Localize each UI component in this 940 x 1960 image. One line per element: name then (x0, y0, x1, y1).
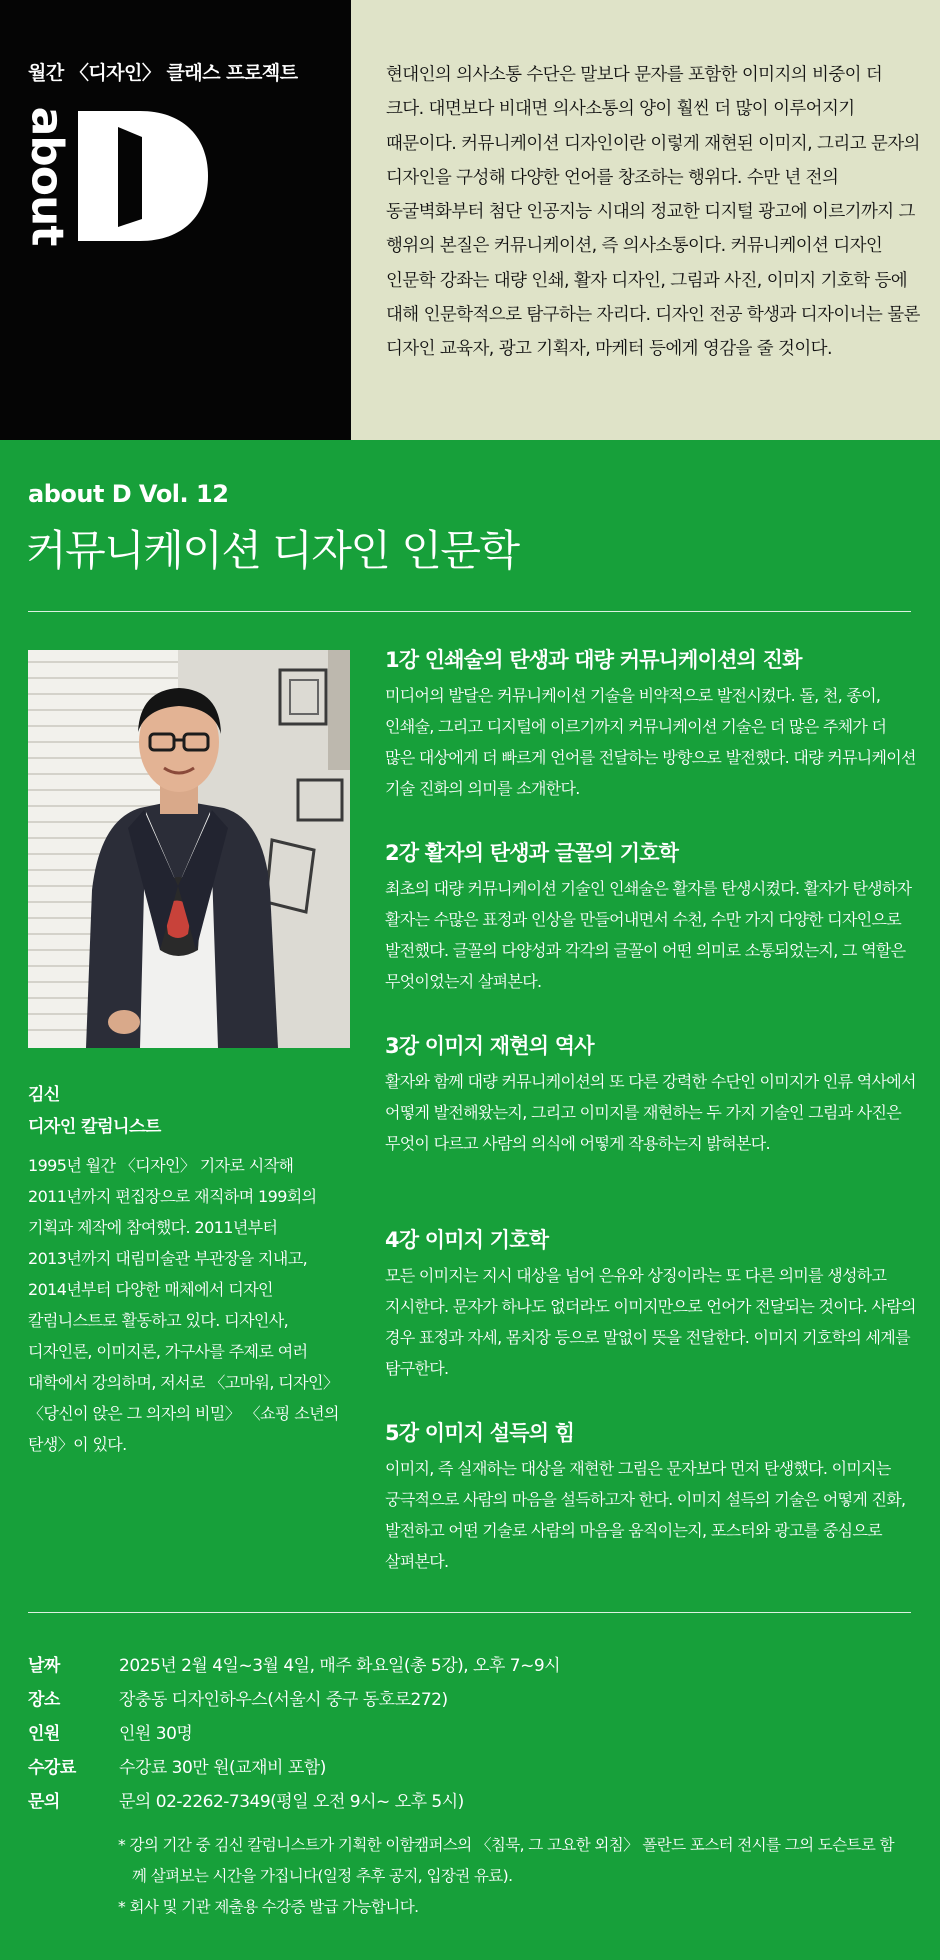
instructor-bio: 1995년 월간 〈디자인〉 기자로 시작해 2011년까지 편집장으로 재직하며 199회의 기획과 제작에 참여했다. 2011년부터 2013년까지 대림미술관 부관장을 지내고, 2014년부터 다양한 매체에서 디자인 칼럼니스트로 활동하고 있다. 디자인사, 디자인론, 이미지론, 가구사를 주제로 여러 대학에서 강의하며, 저서로 〈고마워, 디자인〉 〈당신이 앉은 그 의자의 비밀〉 〈쇼핑 소년의 탄생〉이 있다. (28, 1156, 339, 1454)
info-row-contact (28, 1782, 918, 1816)
lecture-description: 최초의 대량 커뮤니케이션 기술인 인쇄술은 활자를 탄생시켰다. 활자가 탄생하자 활자는 수많은 표정과 인상을 만들어내면서 수천, 수만 가지 다양한 디자인으로 발전했다. 글꼴의 다양성과 각각의 글꼴이 어떤 의미로 소통되었는지, 그 역할은 무엇이었는지 살펴본다. (385, 879, 912, 991)
divider (28, 611, 911, 612)
about-d-logo (21, 106, 228, 245)
lecture-description: 미디어의 발달은 커뮤니케이션 기술을 비약적으로 발전시켰다. 돌, 천, 종이, 인쇄술, 그리고 디지털에 이르기까지 커뮤니케이션 기술은 더 많은 주체가 더 많은 대상에게 더 빠르게 언어를 전달하는 방향으로 발전했다. 대량 커뮤니케이션 기술 진화의 의미를 소개한다. (385, 686, 916, 798)
instructor-photo (28, 650, 350, 1048)
lecture-title: 5강 이미지 설득의 힘 (385, 1421, 575, 1445)
logo-about-text: about (21, 106, 73, 245)
logo-d-mark (78, 111, 208, 241)
lecture-description: 모든 이미지는 지시 대상을 넘어 은유와 상징이라는 또 다른 의미를 생성하고 지시한다. 문자가 하나도 없더라도 이미지만으로 언어가 전달되는 것이다. 사람의 경우 표정과 자세, 몸치장 등으로 말없이 뜻을 전달한다. 이미지 기호학의 세계를 탐구한다. (385, 1266, 916, 1378)
lecture-item (385, 838, 920, 997)
lecture-item (385, 645, 920, 804)
info-label: 인원 (28, 1723, 60, 1744)
course-info (28, 1646, 918, 1816)
lecture-title: 1강 인쇄술의 탄생과 대량 커뮤니케이션의 진화 (385, 648, 802, 672)
note-certificate: * 회사 및 기관 제출용 수강증 발급 가능합니다. (118, 1898, 419, 1916)
intro-panel (351, 0, 940, 440)
info-value: 장충동 디자인하우스(서울시 중구 동호로272) (119, 1689, 448, 1710)
instructor-name: 김신 (28, 1085, 60, 1105)
divider (28, 1612, 911, 1613)
lecture-item (385, 1031, 920, 1159)
lecture-description: 활자와 함께 대량 커뮤니케이션의 또 다른 강력한 수단인 이미지가 인류 역사에서 어떻게 발전해왔는지, 그리고 이미지를 재현하는 두 가지 기술인 그림과 사진은 무엇이 다르고 사람의 의식에 어떻게 작용하는지 밝혀본다. (385, 1072, 916, 1153)
instructor-role: 디자인 칼럼니스트 (28, 1117, 161, 1137)
info-value: 수강료 30만 원(교재비 포함) (119, 1757, 326, 1778)
course-volume: about D Vol. 12 (28, 480, 229, 508)
lecture-description: 이미지, 즉 실재하는 대상을 재현한 그림은 문자보다 먼저 탄생했다. 이미지는 궁극적으로 사람의 마음을 설득하고자 한다. 이미지 설득의 기술은 어떻게 진화, 발전하고 어떤 기술로 사람의 마음을 움직이는지, 포스터와 광고를 중심으로 살펴본다. (385, 1459, 906, 1571)
info-label: 날짜 (28, 1655, 60, 1676)
lecture-title: 2강 활자의 탄생과 글꼴의 기호학 (385, 841, 679, 865)
note-exhibition: * 강의 기간 중 김신 칼럼니스트가 기획한 이함캠퍼스의 〈침묵, 그 고요한 외침〉 폴란드 포스터 전시를 그의 도슨트로 함께 살펴보는 시간을 가집니다(일정 추후 공지, 입장권 유료). (118, 1836, 894, 1885)
header-brand-panel (0, 0, 351, 440)
info-value: 인원 30명 (119, 1723, 193, 1744)
info-value: 문의 02-2262-7349(평일 오전 9시~ 오후 5시) (119, 1791, 464, 1812)
info-label: 장소 (28, 1689, 60, 1710)
info-label: 문의 (28, 1791, 60, 1812)
info-row-date (28, 1646, 918, 1680)
notes (118, 1830, 908, 1923)
lecture-item (385, 1418, 920, 1577)
info-value: 2025년 2월 4일~3월 4일, 매주 화요일(총 5강), 오후 7~9시 (119, 1655, 561, 1676)
course-title: 커뮤니케이션 디자인 인문학 (26, 526, 519, 575)
info-row-capacity (28, 1714, 918, 1748)
info-label: 수강료 (28, 1757, 76, 1778)
lecture-title: 3강 이미지 재현의 역사 (385, 1034, 594, 1058)
lecture-item (385, 1225, 920, 1384)
lecture-title: 4강 이미지 기호학 (385, 1228, 549, 1252)
intro-text: 현대인의 의사소통 수단은 말보다 문자를 포함한 이미지의 비중이 더 크다. 대면보다 비대면 의사소통의 양이 훨씬 더 많이 이루어지기 때문이다. 커뮤니케이션 디자인이란 이렇게 재현된 이미지, 그리고 문자의 디자인을 구성해 다양한 언어를 창조하는 행위다. 수만 년 전의 동굴벽화부터 첨단 인공지능 시대의 정교한 디지털 광고에 이르기까지 그 행위의 본질은 커뮤니케이션, 즉 의사소통이다. 커뮤니케이션 디자인 인문학 강좌는 대량 인쇄, 활자 디자인, 그림과 사진, 이미지 기호학 등에 대해 인문학적으로 탐구하는 자리다. 디자인 전공 학생과 디자이너는 물론 디자인 교육자, 광고 기획자, 마케터 등에게 영감을 줄 것이다. (386, 65, 920, 360)
header (0, 0, 940, 440)
project-title: 월간 〈디자인〉 클래스 프로젝트 (28, 62, 298, 84)
info-row-location (28, 1680, 918, 1714)
info-row-fee (28, 1748, 918, 1782)
